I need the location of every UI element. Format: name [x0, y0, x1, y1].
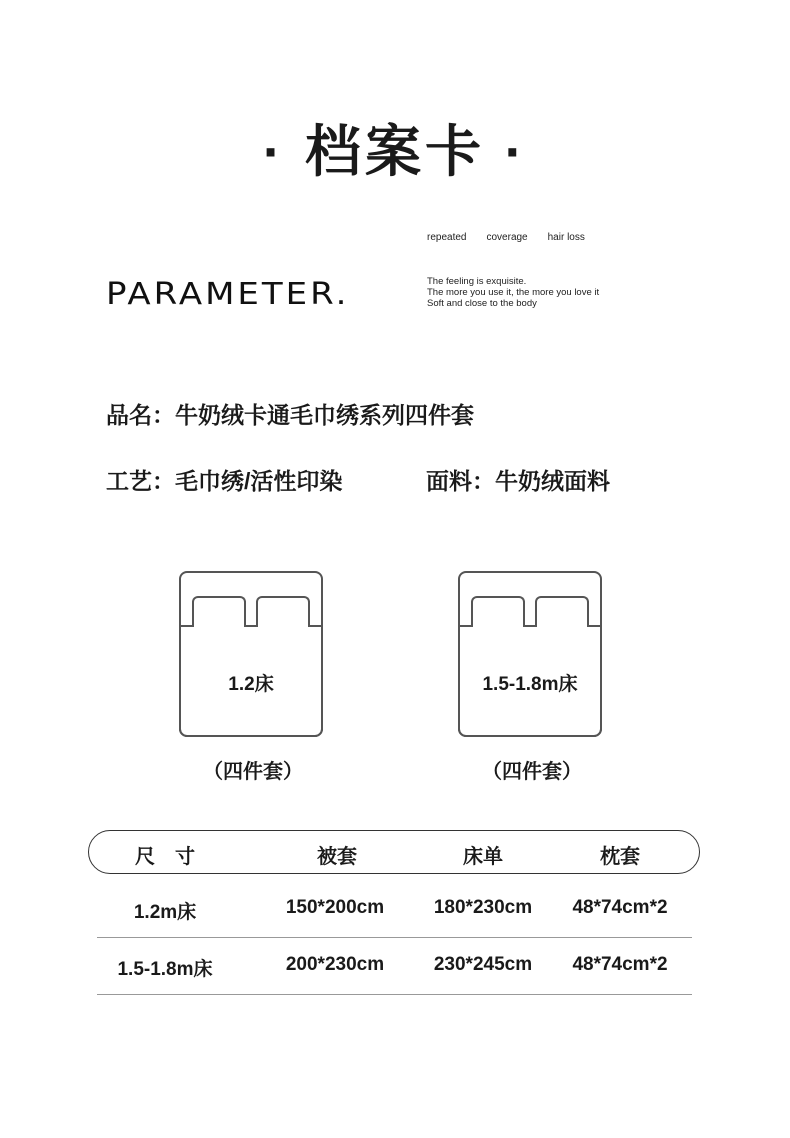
header-duvet-cover: 被套 [317, 846, 357, 868]
pillow-icon [535, 596, 589, 627]
row-divider [97, 937, 692, 938]
row-divider [97, 994, 692, 995]
table-cell: 48*74cm*2 [572, 897, 668, 918]
table-cell: 200*230cm [285, 954, 385, 975]
table-cell: 150*200cm [285, 897, 385, 918]
product-craft: 工艺：毛巾绣/活性印染 [106, 468, 343, 494]
tag-item: repeated [427, 232, 467, 243]
table-cell: 1.2m床 [133, 902, 197, 923]
bed-icon [179, 571, 323, 737]
table-cell: 230*245cm [433, 954, 533, 975]
tag-list [427, 232, 585, 243]
pillow-icon [192, 596, 246, 627]
header-bed-sheet: 床单 [463, 846, 503, 868]
pillow-icon [471, 596, 525, 627]
header-pillowcase: 枕套 [600, 846, 640, 868]
tagline [427, 276, 599, 309]
tagline-line: The feeling is exquisite. [427, 276, 527, 287]
table-cell: 48*74cm*2 [572, 954, 668, 975]
tagline-line: Soft and close to the body [427, 298, 537, 309]
tagline-line: The more you use it, the more you love it [427, 287, 600, 298]
tag-item: coverage [486, 232, 528, 243]
product-fabric: 面料：牛奶绒面料 [426, 468, 610, 494]
bed-icon [458, 571, 602, 737]
bed-label: 1.2床 [228, 674, 274, 695]
page-title: · 档案卡 · [262, 120, 528, 183]
bed-label: 1.5-1.8m床 [482, 674, 578, 695]
tag-item: hair loss [547, 232, 585, 243]
table-cell: 1.5-1.8m床 [117, 959, 213, 980]
parameter-logo: PARAMETER. [106, 276, 350, 312]
bed-caption: （四件套） [203, 761, 303, 783]
header-size: 尺 寸 [135, 846, 195, 868]
table-cell: 180*230cm [433, 897, 533, 918]
product-name: 品名：牛奶绒卡通毛巾绣系列四件套 [106, 402, 474, 428]
pillow-icon [256, 596, 310, 627]
bed-caption: （四件套） [482, 761, 582, 783]
